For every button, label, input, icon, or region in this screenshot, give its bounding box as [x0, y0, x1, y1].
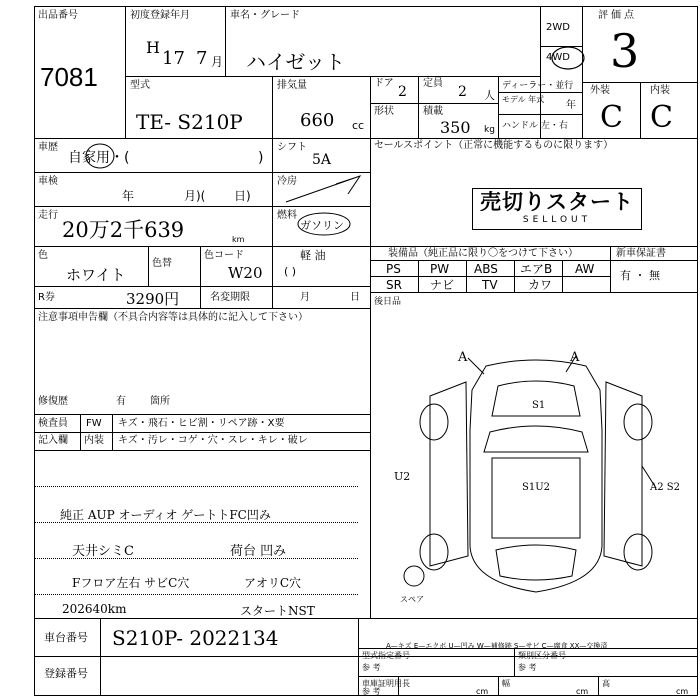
color-change-label: 色替 [152, 258, 172, 269]
gasoline-circle-icon [294, 210, 354, 236]
history-label: 車歴 [38, 142, 58, 153]
capacity-label: 定員 [423, 78, 443, 89]
divider [34, 246, 370, 247]
divider [466, 260, 467, 292]
frame-top [34, 6, 698, 7]
length-cm: cm [476, 687, 489, 696]
inspector-in-text: キズ・汚レ・コゲ・穴・スレ・キレ・破レ [118, 435, 308, 446]
sellout-stamp [472, 188, 642, 230]
inspector-label-2: 記入欄 [38, 435, 68, 446]
damage-legend: A—キズ E—エクボ U—凹み W—補修跡 S—サビ C—腐食 XX—交換済 [386, 642, 608, 650]
fuel-label: 燃料 [277, 210, 297, 221]
divider [514, 260, 515, 292]
repair-label: 修復歴 [38, 396, 68, 407]
divider [610, 246, 611, 292]
ac-strike-icon [276, 172, 366, 206]
warranty-label: 新車保証書 [616, 248, 666, 259]
model-year-label: モデル 年式 [502, 95, 545, 104]
shift-value: 5A [312, 152, 332, 168]
repair-close: 箇所 [150, 396, 170, 407]
type-value: TE- S210P [136, 110, 243, 134]
capacity-value: 2 [458, 84, 467, 100]
left-side-view [430, 382, 468, 566]
name-change-label: 名変期限 [210, 292, 250, 303]
2wd-label: 2WD [546, 22, 570, 33]
divider [148, 246, 149, 286]
divider [370, 103, 498, 104]
type-label: 型式 [130, 80, 150, 91]
note-line [34, 486, 358, 487]
aftermarket-label: 後日品 [374, 297, 402, 307]
4wd-label: 4WD [546, 52, 570, 63]
leader-line [468, 358, 484, 374]
height-label: 高 [602, 679, 610, 688]
mileage-unit: km [232, 235, 245, 244]
note-start: スタートNST [240, 604, 315, 618]
class-label: 類別区分番号 [518, 651, 566, 660]
displacement-label: 排気量 [277, 80, 307, 91]
width-label: 幅 [502, 679, 510, 688]
doors-value: 2 [398, 84, 407, 100]
divider [370, 246, 698, 247]
sellout-main: 売切りスタート [480, 190, 634, 214]
divider [80, 414, 81, 450]
divider [225, 6, 226, 76]
notes-label: 注意事項申告欄（不具合内容等は具体的に記入して下さい） [38, 312, 308, 323]
mark-front-left: A [458, 350, 468, 365]
inspector-label: 検査員 [38, 418, 68, 429]
divider [370, 138, 371, 618]
inspector-fw-text: キズ・飛石・ヒビ割・リペア跡・X要 [118, 418, 285, 429]
load-unit: kg [484, 125, 495, 135]
note-bed: 荷台 凹み [230, 544, 287, 559]
divider [200, 246, 201, 308]
color-code-value: W20 [228, 264, 263, 282]
note-line [34, 594, 358, 595]
wheel-fr [624, 404, 652, 440]
divider [514, 648, 515, 676]
cargo-bed [492, 458, 580, 538]
divider [370, 76, 371, 138]
divider [125, 6, 126, 138]
chassis-value: S210P- 2022134 [112, 626, 279, 650]
equip-sr: SR [386, 278, 402, 292]
divider [272, 76, 273, 138]
divider [540, 6, 541, 138]
divider [418, 76, 419, 138]
divider [598, 676, 599, 696]
capacity-unit: 人 [484, 89, 495, 102]
recycle-label: R券 [38, 292, 55, 303]
first-reg-label: 初度登録年月 [130, 10, 190, 21]
interior-value: C [650, 100, 673, 135]
mileage-label: 走行 [38, 210, 58, 221]
equipment-label: 装備品（純正品に限り〇をつけて下さい） [388, 248, 578, 259]
chassis-label: 車台番号 [44, 631, 88, 644]
divider [370, 260, 698, 261]
cert-ref: 参 考 [362, 687, 381, 696]
lot-number: 7081 [40, 62, 98, 92]
registration-label: 登録番号 [44, 667, 88, 680]
model-label: 車名・グレード [230, 10, 300, 21]
recycle-value: 3290円 [126, 290, 180, 308]
note-audio: 純正 AUP オーディオ ゲートトFC凹み [60, 508, 271, 522]
mark-bed: S1U2 [522, 482, 551, 493]
divider [418, 260, 419, 292]
first-reg-year: 17 [162, 48, 185, 69]
inspection-month: 月)( [184, 189, 206, 203]
fuel-paren: ( ) [284, 265, 297, 278]
divider [34, 206, 370, 207]
history-close: ) [258, 150, 264, 166]
divider [34, 414, 370, 415]
exterior-value: C [600, 100, 623, 135]
first-reg-era: H [146, 38, 160, 57]
divider [562, 260, 563, 292]
rear-gate [496, 545, 576, 580]
divider [498, 114, 582, 115]
windshield [484, 426, 588, 452]
private-use-circle-icon [84, 140, 118, 170]
divider [358, 676, 698, 677]
cert-label: 車庫証明用 [362, 679, 402, 688]
inspection-label: 車検 [38, 176, 58, 187]
equip-ps: PS [386, 262, 401, 276]
handle-label: ハンドル 左・右 [502, 121, 568, 131]
divider [112, 414, 113, 450]
equip-tv: TV [482, 278, 498, 292]
4wd-circle-icon [548, 43, 588, 73]
load-label: 積載 [423, 106, 443, 117]
load-value: 350 [440, 118, 471, 137]
length-label: 長 [402, 679, 410, 688]
body-outline [470, 360, 602, 592]
displacement-value: 660 [300, 110, 335, 131]
color-value: ホワイト [66, 266, 126, 284]
first-reg-month-unit: 月 [211, 55, 224, 69]
sellout-sub: SELLOUT [522, 215, 592, 225]
divider [34, 432, 370, 433]
sales-point-label: セールスポイント（正常に機能するものに限ります） [374, 140, 614, 151]
equip-navi: ナビ [430, 278, 455, 292]
vehicle-damage-diagram [376, 346, 696, 596]
spare-label: スペア [400, 595, 424, 604]
inspector-fw: FW [86, 418, 102, 429]
divider [272, 138, 273, 308]
note-ceiling: 天井シミC [72, 544, 134, 559]
mark-left: U2 [394, 470, 411, 483]
name-change-day: 日 [350, 292, 360, 303]
type-desig-ref: 参 考 [362, 663, 381, 672]
first-reg-month: 7 [196, 48, 208, 69]
dealer-label: ディーラー・並行 [502, 81, 574, 91]
divider [370, 292, 698, 293]
height-cm: cm [676, 687, 689, 696]
note-km: 202640km [62, 602, 127, 616]
inspector-in: 内装 [84, 435, 104, 446]
shift-label: シフト [277, 142, 307, 153]
equip-airbag: エアB [520, 262, 553, 276]
equip-abs: ABS [474, 262, 498, 276]
grade-value: 3 [610, 24, 640, 78]
divider [498, 676, 499, 696]
note-tailgate: アオリC穴 [244, 576, 302, 590]
frame-right [697, 6, 698, 696]
model-name: ハイゼット [246, 50, 345, 74]
inspection-day: 日) [234, 189, 251, 203]
lot-label: 出品番号 [38, 10, 78, 21]
mark-front-right: A [570, 350, 580, 365]
divider [498, 92, 582, 93]
wheel-fl [420, 404, 448, 440]
model-year-unit: 年 [566, 100, 576, 111]
displacement-unit: cc [352, 119, 365, 132]
fuel-value: ガソリン [300, 219, 344, 232]
divider [34, 138, 698, 139]
type-desig-label: 型式指定番号 [362, 651, 410, 660]
ac-label: 冷房 [277, 176, 297, 187]
mileage-value: 20万2千639 [62, 218, 185, 242]
class-ref: 参 考 [518, 663, 537, 672]
right-side-view [604, 382, 642, 566]
note-floor: Fフロア左右 サビC穴 [72, 576, 190, 590]
equip-pw: PW [430, 262, 450, 276]
divider [640, 82, 641, 138]
doors-label: ドア [374, 78, 394, 89]
frame-left [34, 6, 35, 696]
name-change-month: 月 [300, 292, 310, 303]
fuel-light: 軽 油 [300, 249, 326, 262]
equip-leather: カワ [528, 278, 553, 292]
divider [358, 618, 359, 696]
equip-aw: AW [575, 262, 595, 276]
spare-wheel [404, 566, 424, 586]
shape-label: 形状 [374, 106, 394, 117]
divider [34, 286, 370, 287]
mark-right: A2 S2 [650, 482, 680, 493]
mark-hood: S1 [532, 400, 546, 411]
warranty-options: 有 ・ 無 [620, 269, 660, 282]
color-label: 色 [38, 250, 48, 261]
divider [34, 450, 370, 451]
interior-label: 内装 [650, 85, 670, 96]
color-code-label: 色コード [204, 250, 244, 261]
history-value: 自家用・( [68, 150, 130, 166]
exterior-label: 外装 [590, 85, 610, 96]
repair-value: 有 [116, 396, 126, 407]
divider [100, 618, 101, 696]
grade-label: 評価点 [598, 10, 637, 21]
divider [125, 76, 540, 77]
inspection-year: 年 [122, 189, 135, 203]
divider [498, 76, 499, 138]
divider [34, 618, 698, 619]
divider [582, 82, 698, 83]
width-cm: cm [576, 687, 589, 696]
divider [34, 308, 370, 309]
divider [370, 276, 610, 277]
